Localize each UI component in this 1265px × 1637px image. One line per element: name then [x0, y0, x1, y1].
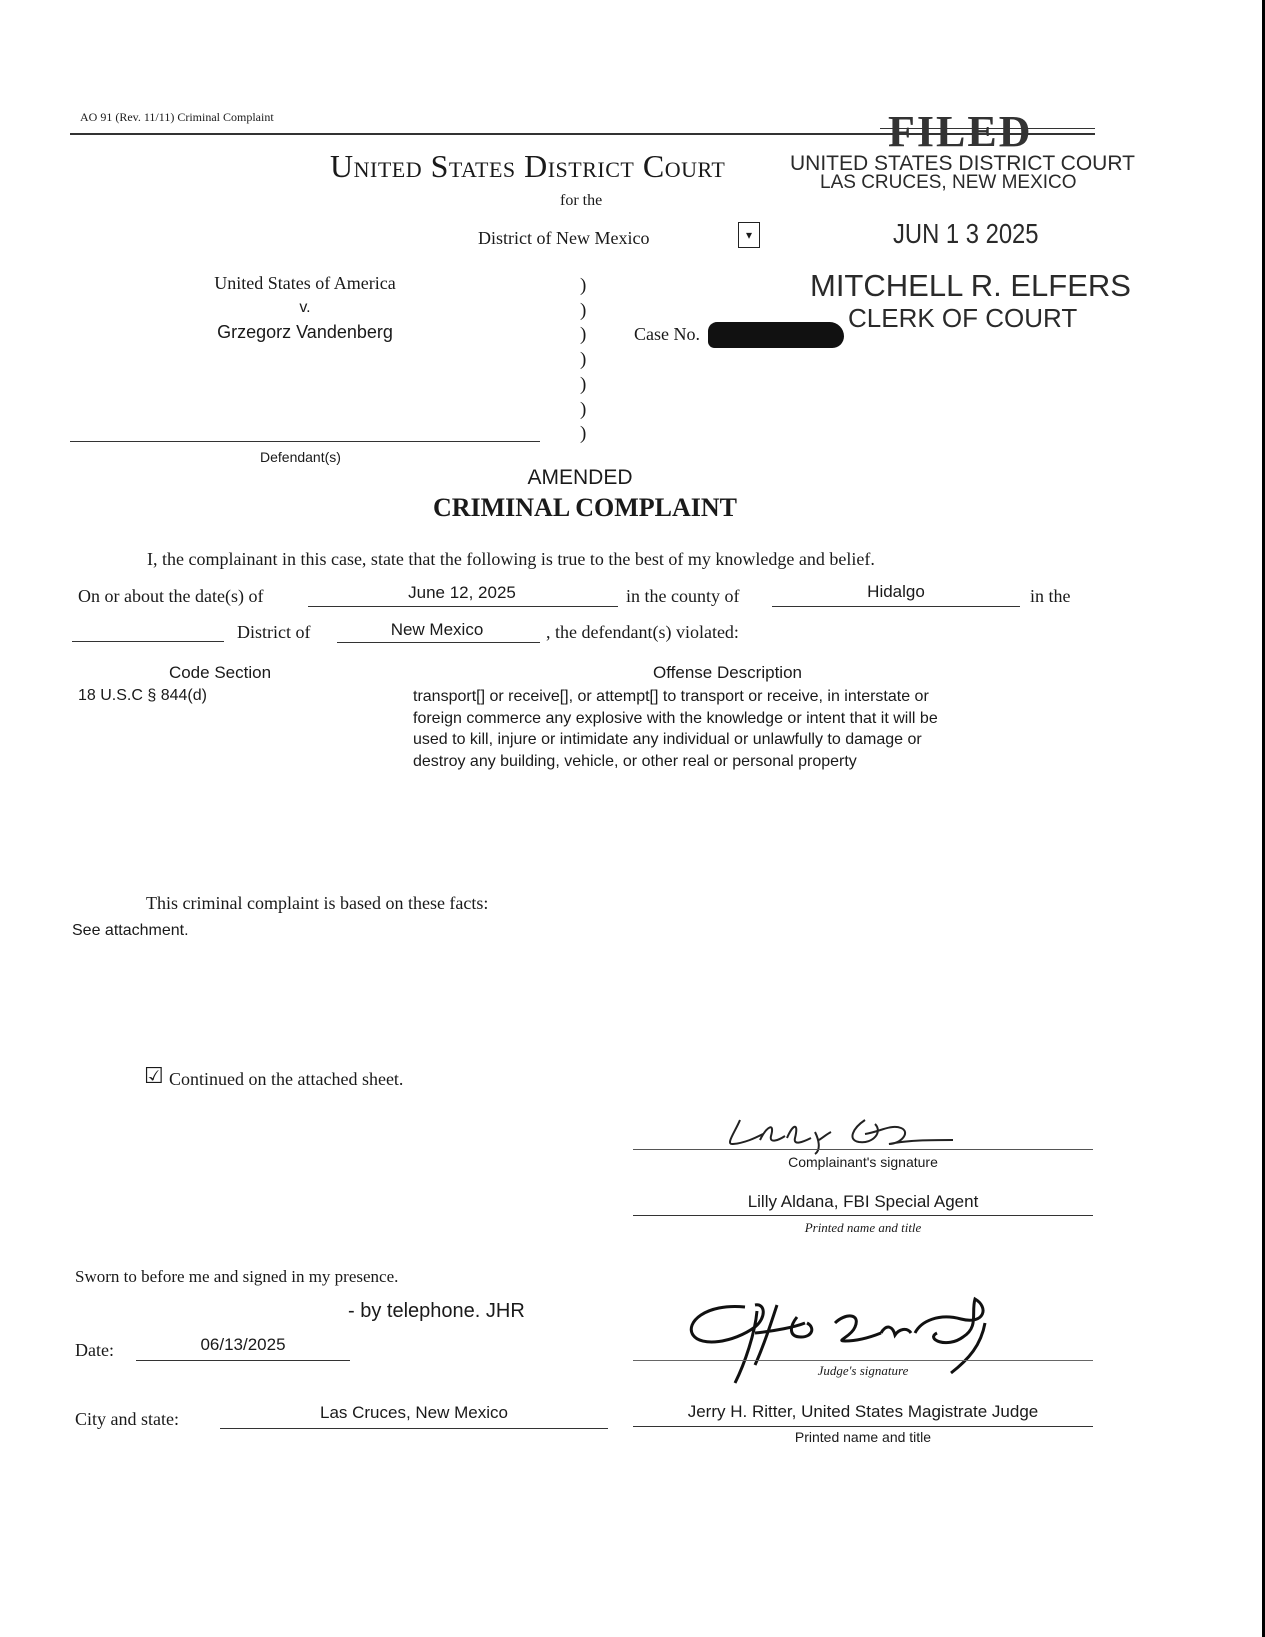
- offense-description-line: destroy any building, vehicle, or other real or personal property: [413, 752, 857, 770]
- violated-label: , the defendant(s) violated:: [546, 622, 739, 642]
- stamp-date: JUN 1 3 2025: [893, 218, 1039, 249]
- district-of-label: District of: [237, 622, 311, 642]
- offense-description: [413, 686, 938, 772]
- stamp-court-line1: UNITED STATES DISTRICT COURT: [790, 152, 1135, 175]
- judge-name-line: [633, 1426, 1093, 1427]
- paren: ): [580, 324, 587, 345]
- paren: ): [580, 275, 587, 296]
- facts-text: See attachment.: [72, 922, 189, 939]
- paren: ): [580, 349, 587, 370]
- continued-label: Continued on the attached sheet.: [169, 1069, 404, 1089]
- complainant-printed-name: Lilly Aldana, FBI Special Agent: [747, 1192, 979, 1211]
- complaint-title: CRIMINAL COMPLAINT: [432, 493, 738, 522]
- paren: ): [580, 399, 587, 420]
- district-name: District of New Mexico: [478, 228, 650, 248]
- district-underline: [337, 642, 540, 643]
- offense-description-line: transport[] or receive[], or attempt[] to transport or receive, in interstate or: [413, 688, 929, 705]
- stamp-court-line2: LAS CRUCES, NEW MEXICO: [820, 172, 1077, 193]
- offense-date: June 12, 2025: [408, 583, 516, 602]
- city-state-value: Las Cruces, New Mexico: [319, 1403, 508, 1422]
- county-value: Hidalgo: [867, 582, 925, 601]
- code-section-header: Code Section: [168, 663, 272, 682]
- offense-description-line: used to kill, injure or intimidate any individual or unlawfully to damage or: [413, 731, 922, 748]
- date-line: [136, 1360, 350, 1361]
- plaintiff-name: United States of America: [214, 273, 396, 293]
- caption-rule: [70, 441, 540, 442]
- stamp-clerk-name: MITCHELL R. ELFERS: [810, 268, 1131, 303]
- complainant-signature-line: [633, 1149, 1093, 1150]
- county-label: in the county of: [626, 586, 740, 606]
- judge-signature-line: [633, 1360, 1093, 1361]
- paren: ): [580, 300, 587, 321]
- dropdown-arrow-icon: ▾: [738, 222, 760, 248]
- in-the-label: in the: [1030, 586, 1071, 606]
- city-state-line: [220, 1428, 608, 1429]
- district-value: New Mexico: [390, 620, 484, 639]
- judge-printed-label: Printed name and title: [794, 1429, 932, 1445]
- district-prefix-underline: [72, 641, 224, 642]
- paren: ): [580, 374, 587, 395]
- judge-printed-name: Jerry H. Ritter, United States Magistrate Judge: [687, 1402, 1039, 1421]
- date-label: Date:: [75, 1340, 114, 1360]
- county-underline: [772, 606, 1020, 607]
- city-state-label: City and state:: [75, 1409, 179, 1429]
- filed-stamp: FILED: [888, 107, 1033, 156]
- for-the-label: for the: [560, 192, 603, 209]
- date-underline: [308, 606, 618, 607]
- complainant-signature-label: Complainant's signature: [788, 1154, 938, 1170]
- continued-checkbox[interactable]: ☑: [144, 1064, 164, 1089]
- defendant-label: Defendant(s): [260, 449, 341, 465]
- form-id: AO 91 (Rev. 11/11) Criminal Complaint: [80, 110, 274, 124]
- complainant-name-line: [633, 1215, 1093, 1216]
- offense-description-line: foreign commerce any explosive with the knowledge or intent that it will be: [413, 709, 938, 727]
- court-title: United States District Court: [330, 148, 726, 184]
- complainant-statement: I, the complainant in this case, state that the following is true to the best of my knowledge and belief.: [147, 549, 875, 569]
- judge-signature-label: Judge's signature: [817, 1363, 909, 1378]
- amended-label: AMENDED: [527, 466, 633, 489]
- defendant-name: Grzegorz Vandenberg: [217, 322, 393, 342]
- case-no-label: Case No.: [634, 324, 700, 344]
- facts-label: This criminal complaint is based on these facts:: [146, 893, 489, 913]
- telephone-note: - by telephone. JHR: [348, 1300, 525, 1322]
- code-section: 18 U.S.C § 844(d): [78, 687, 207, 704]
- sworn-date: 06/13/2025: [200, 1335, 286, 1354]
- stamp-clerk-title: CLERK OF COURT: [848, 303, 1078, 333]
- versus-label: v.: [299, 299, 311, 316]
- case-number-redaction: [708, 322, 844, 348]
- offense-description-header: Offense Description: [653, 663, 802, 682]
- on-or-about-label: On or about the date(s) of: [78, 586, 264, 606]
- complainant-printed-label: Printed name and title: [804, 1220, 922, 1235]
- sworn-statement: Sworn to before me and signed in my presence.: [75, 1267, 399, 1286]
- paren: ): [580, 423, 587, 444]
